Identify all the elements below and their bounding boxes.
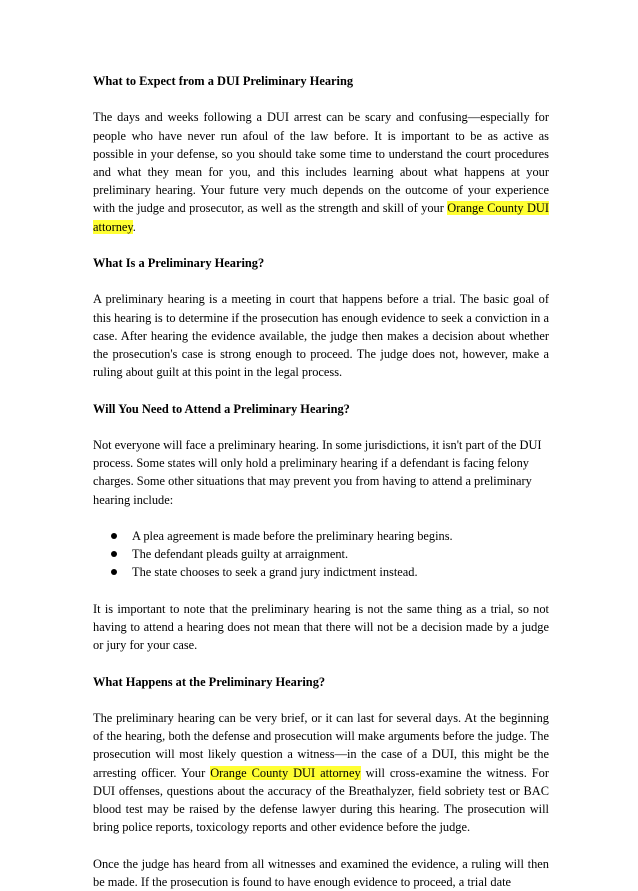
section-paragraph-note: It is important to note that the preliminary hearing is not the same thing as a trial, so not having to attend a hearing does not mean that there will not be a decision made by a judge or jury for your case.: [93, 601, 549, 653]
list-item: The state chooses to seek a grand jury indictment instead.: [93, 563, 549, 581]
list-item: The defendant pleads guilty at arraignment.: [93, 545, 549, 563]
attorney-link-highlight[interactable]: Orange County DUI attorney: [210, 765, 361, 780]
section-paragraph-will-you-attend: Not everyone will face a preliminary hearing. In some jurisdictions, it isn't part of the DUI process. Some states will only hold a preliminary hearing if a defendant is facing felony charges. Some other situations that may prevent you from having to attend a preliminary hearing include:: [93, 437, 542, 507]
section-heading-what-happens: What Happens at the Preliminary Hearing?: [93, 674, 326, 689]
section-paragraph-ruling: Once the judge has heard from all witnesses and examined the evidence, a ruling will then be made. If the prosecution is found to have enough evidence to proceed, a trial date: [93, 856, 549, 889]
section-paragraph-what-is: A preliminary hearing is a meeting in court that happens before a trial. The basic goal of this hearing is to determine if the prosecution has enough evidence to seek a conviction in a case. After hearing the evidence available, the judge then makes a decision about whether the prosecution's case is strong enough to proceed. The judge does not, however, make a ruling about guilt at this point in the legal process.: [93, 292, 549, 380]
section-paragraph-what-happens: [93, 709, 549, 836]
intro-text: The days and weeks following a DUI arrest can be scary and confusing—especially for people who have never run afoul of the law before. It is important to be as active as possible in your defense, so you should take some time to understand the court procedures and what they mean for you, and this includes learning about what happens at your preliminary hearing. Your future very much depends on the outcome of your experience with the judge and prosecutor, as well as the strength and skill of your: [93, 110, 549, 216]
what-happens-text: The preliminary hearing can be very brief, or it can last for several days. At the beginning of the hearing, both the defense and prosecution will make arguments before the judge. The prosecution will most likely question a witness—in the case of a DUI, this might be the arresting officer. Your: [93, 710, 549, 780]
document-title: What to Expect from a DUI Preliminary Hearing: [93, 74, 354, 88]
intro-paragraph: [93, 108, 549, 235]
section-heading-what-is: What Is a Preliminary Hearing?: [93, 256, 265, 270]
section-heading-will-you-attend: Will You Need to Attend a Preliminary Hearing?: [93, 401, 350, 416]
what-happens-text-end: will cross-examine the witness. For DUI offenses, questions about the accuracy of the Breathalyzer, field sobriety test or BAC blood test may be raised by the defense lawyer during this hearing. The prosecution will bring police reports, toxicology reports and other evidence before the judge.: [93, 765, 549, 835]
attorney-link-highlight[interactable]: Orange County DUI attorney: [93, 201, 550, 234]
bullet-list: [93, 527, 549, 582]
intro-text-end: .: [132, 219, 136, 234]
document-body: [93, 72, 549, 891]
list-item: A plea agreement is made before the preliminary hearing begins.: [93, 527, 549, 545]
